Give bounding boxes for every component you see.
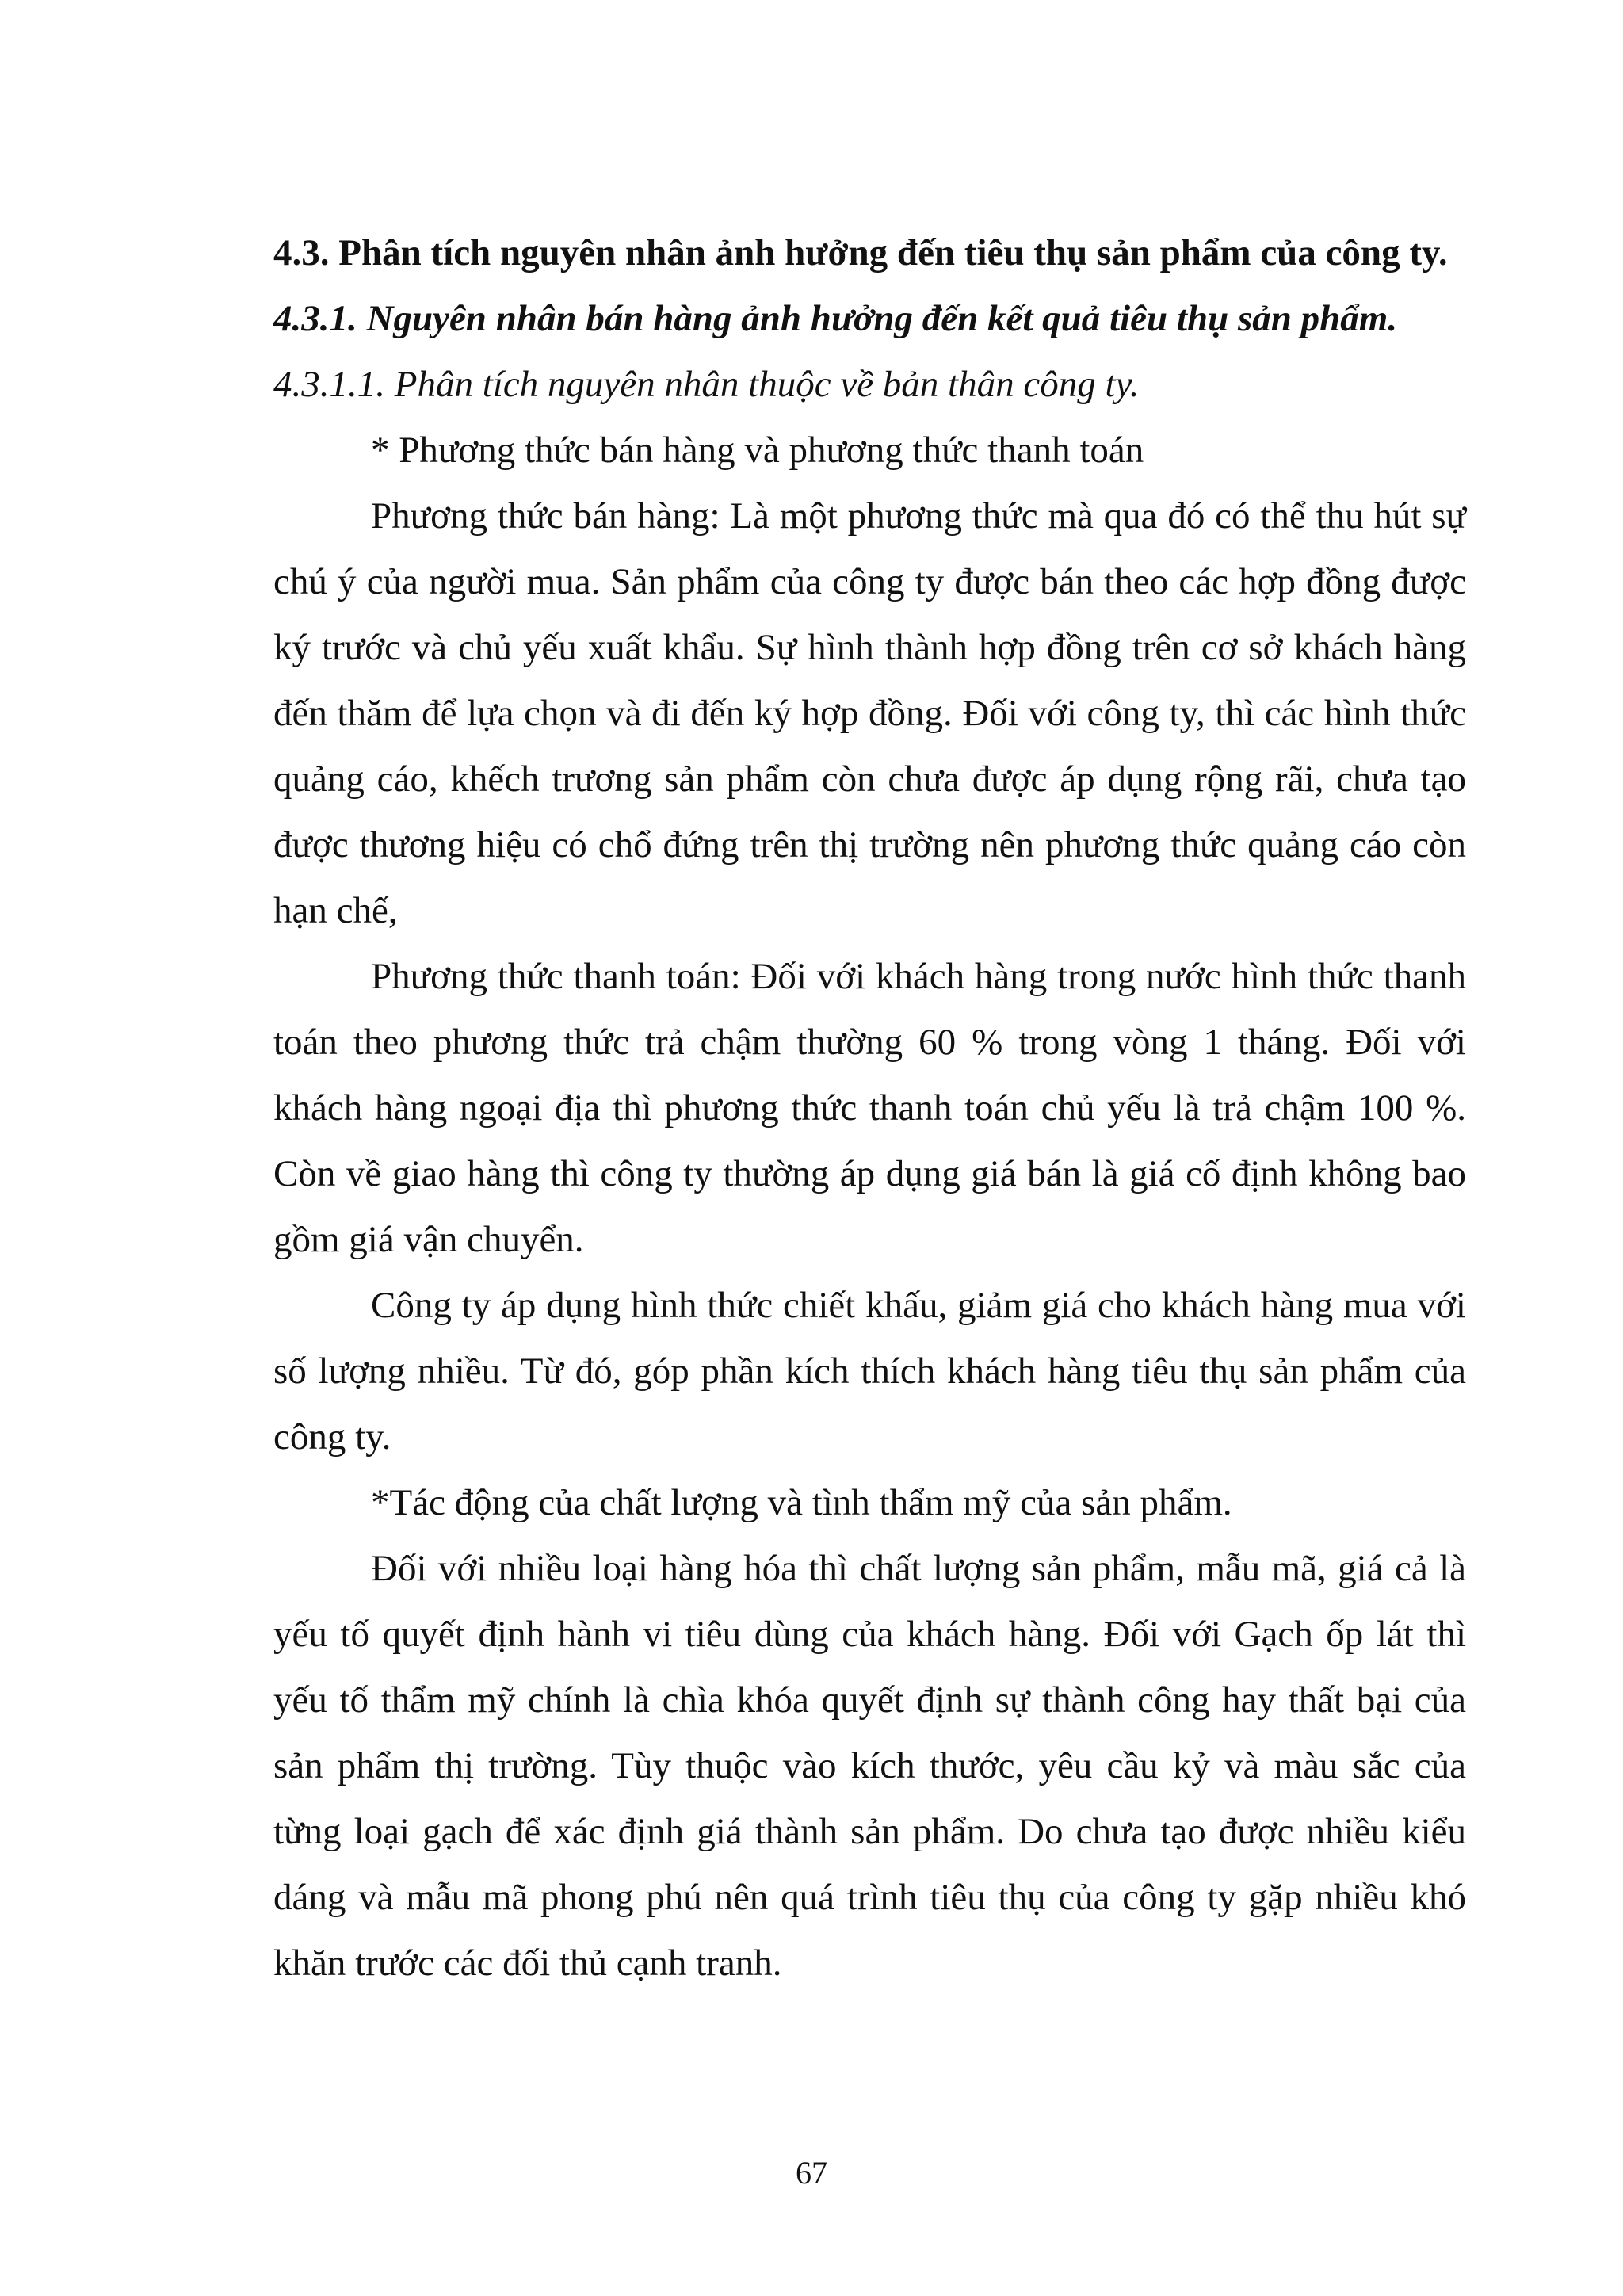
document-body bbox=[273, 220, 1466, 1996]
paragraph-quality-aesthetics: *Tác động của chất lượng và tình thẩm mỹ của sản phẩm. bbox=[371, 1482, 1232, 1523]
subsection-heading: 4.3.1. Nguyên nhân bán hàng ảnh hưởng đến kết quả tiêu thụ sản phẩm. bbox=[273, 298, 1398, 339]
paragraph-payment-method: Phương thức thanh toán: Đối với khách hàng trong nước hình thức thanh toán theo phương thức trả chậm thường 60 % trong vòng 1 tháng. Đối với khách hàng ngoại địa thì phương thức thanh toán chủ yếu là trả chậm 100 %. Còn về giao hàng thì công ty thường áp dụng giá bán là giá cố định không bao gồm giá vận chuyển. bbox=[273, 956, 1466, 1260]
section-heading: 4.3. Phân tích nguyên nhân ảnh hưởng đến tiêu thụ sản phẩm của công ty. bbox=[273, 232, 1448, 273]
paragraph-sales-method: Phương thức bán hàng: Là một phương thức mà qua đó có thể thu hút sự chú ý của người mua. Sản phẩm của công ty được bán theo các hợp đồng được ký trước và chủ yếu xuất khẩu. Sự hình thành hợp đồng trên cơ sở khách hàng đến thăm để lựa chọn và đi đến ký hợp đồng. Đối với công ty, thì các hình thức quảng cáo, khếch trương sản phẩm còn chưa được áp dụng rộng rãi, chưa tạo được thương hiệu có chổ đứng trên thị trường nên phương thức quảng cáo còn hạn chế, bbox=[273, 495, 1466, 931]
paragraph-aesthetics-detail: Đối với nhiều loại hàng hóa thì chất lượng sản phẩm, mẫu mã, giá cả là yếu tố quyết định hành vi tiêu dùng của khách hàng. Đối với Gạch ốp lát thì yếu tố thẩm mỹ chính là chìa khóa quyết định sự thành công hay thất bại của sản phẩm thị trường. Tùy thuộc vào kích thước, yêu cầu kỷ và màu sắc của từng loại gạch để xác định giá thành sản phẩm. Do chưa tạo được nhiều kiểu dáng và mẫu mã phong phú nên quá trình tiêu thụ của công ty gặp nhiều khó khăn trước các đối thủ cạnh tranh. bbox=[273, 1548, 1466, 1984]
subsubsection-heading: 4.3.1.1. Phân tích nguyên nhân thuộc về bản thân công ty. bbox=[273, 364, 1140, 405]
page-number: 67 bbox=[796, 2155, 827, 2191]
paragraph-sales-payment-methods: * Phương thức bán hàng và phương thức thanh toán bbox=[371, 430, 1144, 471]
paragraph-discount: Công ty áp dụng hình thức chiết khấu, giảm giá cho khách hàng mua với số lượng nhiều. Từ đó, góp phần kích thích khách hàng tiêu thụ sản phẩm của công ty. bbox=[273, 1285, 1466, 1457]
